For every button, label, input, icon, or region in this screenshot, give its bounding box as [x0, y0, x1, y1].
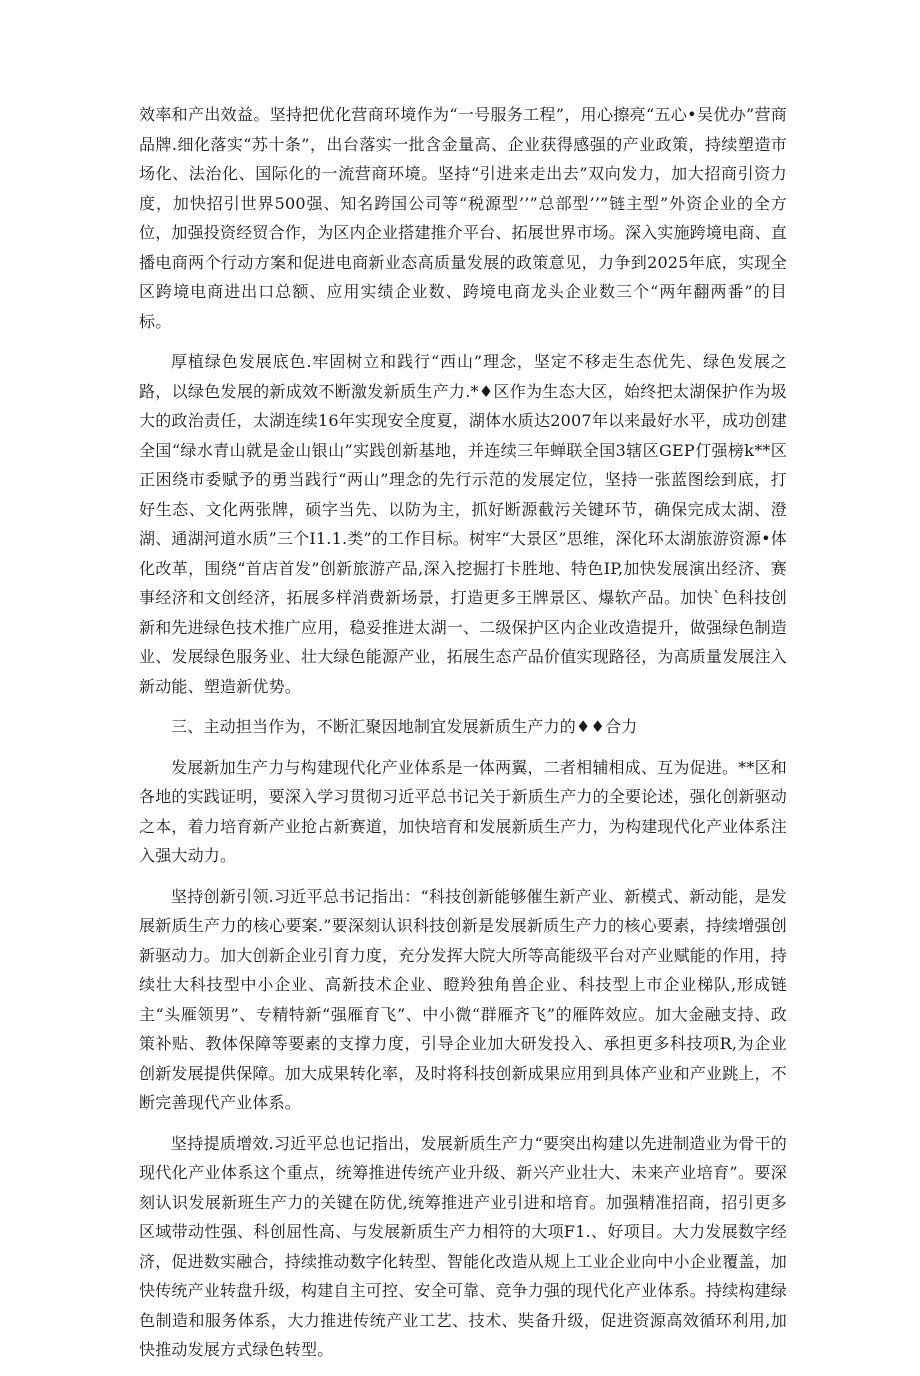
- paragraph-green-development: 厚植绿色发展底色.牢固树立和践行“西山”理念，坚定不移走生态优先、绿色发展之路，以绿色发展的新成效不断激发新质生产力.*♦区作为生态大区，始终把太湖保护作为圾大的政治责任，太湖连续16年实现安全度夏，湖体水质达2007年以来最好水平，成功创建全国“绿水青山就是金山银山”实践创新基地，并连续三年蝉联全国3辖区GEP仃强榜k**区正困绕市委赋予的勇当践行“两山”理念的先行示范的发展定位，坚持一张蓝图绘到底，打好生态、文化两张牌，硕字当先、以防为主，抓好断源截污关键环节，确保完成太湖、澄湖、通湖河道水质”三个I1.1.类”的工作目标。树牢“大景区”思维，深化环太湖旅游资源•体化改革，围绕“首店首发”创新旅游产品,深入挖掘打卡胜地、特色IP,加快发展演出经济、赛事经济和文创经济，拓展多样消费新场景，打造更多王牌景区、爆软产品。加快`色科技创新和先进绿色技术推广应用，稳妥推进太湖一、二级保护区内企业改造提升，做强绿色制造业、发展绿色服务业、壮大绿色能源产业，拓展生态产品价值实现路径，为高质量发展注入新动能、塑造新优势。: [139, 352, 788, 696]
- paragraph-innovation-leading: 坚持创新引领.习近平总书记指出：“科技创新能够催生新产业、新模式、新动能，是发展新质生产力的核心要案.”要深刻认识科技创新是发展新质生产力的核心要素，持续增强创新驱动力。加大创新企业引育力度，充分发挥大院大所等高能级平台对产业赋能的作用，持续壮大科技型中小企业、高新技术企业、瞪羚独角兽企业、科技型上市企业梯队,形成链主“头雁领男”、专精特新“强雁育飞”、中小微“群雁齐飞”的雁阵效应。加大金融支持、政策补贴、教体保障等要素的支撑力度，引导企业加大研发投入、承担更多科技项R,为企业创新发展提供保障。加大成果转化率，及时将科技创新成果应用到具体产业和产业跳上，不断完善现代产业体系。: [139, 886, 788, 1112]
- paragraph-modern-industry-system: 发展新加生产力与构建现代化产业体系是一体两翼，二者相辅相成、互为促进。**区和各地的实践证明，要深入学习贯彻习近平总书记关于新质生产力的全要论述，强化创新驱动之本，着力培育新产业抢占新赛道，加快培育和发展新质生产力，为构建现代化产业体系注入强大动力。: [139, 757, 788, 865]
- section-heading-three: 三、主动担当作为，不断汇聚因地制宜发展新质生产力的♦♦合力: [171, 717, 638, 736]
- paragraph-quality-efficiency: 坚持提质增效.习近平总也记指出，发展新质生产力“要突出构建以先进制造业为骨干的现代化产业体系这个重点，统筹推进传统产业升级、新兴产业壮大、未来产业培育”。要深刻认识发展新班生产力的关键在防优,统筹推进产业引进和培育。加强精准招商，招引更多区域带动性强、科创屈性高、与发展新质生产力相符的大项F1.、好项目。大力发展数字经济，促进数实融合，持续推动数字化转型、智能化改造从规上工业企业向中小企业覆盖，加快传统产业转盘升级，构建自主可控、安全可靠、竞争力强的现代化产业体系。持续构建绿色制造和服务体系，大力推进传统产业工艺、技术、奘备升级，促进资源高效循环利用,加快推动发展方式绿色转型。: [139, 1133, 788, 1359]
- document-page: [139, 100, 787, 1376]
- paragraph-business-environment: 效率和产出效益。坚持把优化营商环境作为“一号服务工程”，用心擦亮“五心•吴优办”营商品牌.细化落实“苏十条”，出台落实一批含金量高、企业获得感强的产业政策，持续塑造市场化、法治化、国际化的一流营商环境。坚持“引进来走出去”双向发力，加大招商引资力度，加快招引世界500强、知名跨国公司等“税源型’’”总部型’’”链主型”外资企业的全方位，加强投资经贸合作，为区内企业搭建推介平台、拓展世界市场。深入实施跨境电商、直播电商两个行动方案和促进电商新业态高质量发展的政策意见，力争到2025年底，实现全区跨境电商进出口总额、应用实绩企业数、跨境电商龙头企业数三个“两年翻两番”的目标。: [139, 105, 788, 331]
